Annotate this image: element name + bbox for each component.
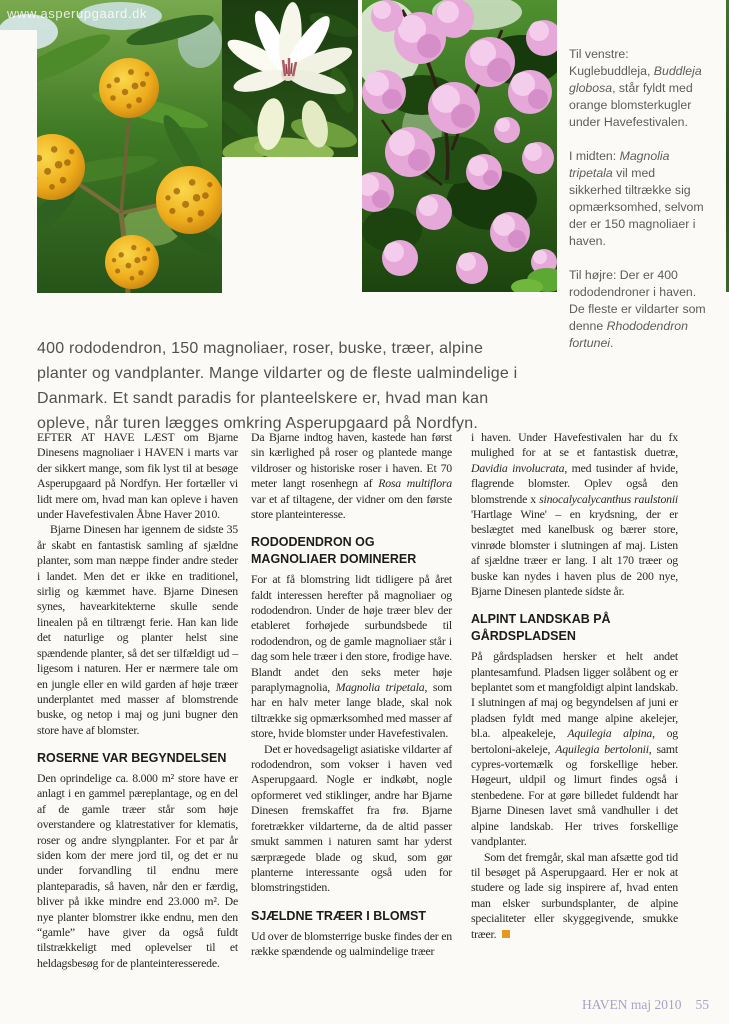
species-name: Rhododendron fortunei — [569, 319, 688, 350]
species-name: Magnolia tripetala — [569, 149, 670, 180]
species-name: sinocalycalycanthus raulstonii — [539, 491, 678, 506]
text-run: I midten: — [569, 149, 620, 163]
page-margin-notch — [0, 30, 37, 293]
text-run: Den oprindelige ca. 8.000 m² store have er anlagt i en gammel pæreplantage, og en del af de gamle træer står som høje overstandere og klatrestativer for klematis, roser og andre slyngplanter. For et par år siden kom der mere jord til, og det er nu under forvandling til endnu mere planteparadis, så haven, når den er færdig, bliver på ikke mindre end 23.000 m². De nye planter blomstrer ikke endnu, men den “gamle” have giver da også fuldt tilstrækkeligt med oplevelser til et heldagsbesøg for de planteinteresserede. — [37, 771, 238, 970]
body-paragraph — [471, 430, 678, 599]
text-run: 'Hartlage Wine' – en krydsning, der er beslægtet med kanelbusk og bærer store, vinrøde blomster i slutningen af maj. Listen af sjældne træer er lang. I alt 170 træer og buske kan nydes i haven plus de 200 nye, Bjarne Dinesen plantede sidste år. — [471, 507, 678, 599]
section-heading: RODODENDRON OG MAGNOLIAER DOMINERER — [251, 535, 417, 567]
text-run: For at få blomstring lidt tidligere på året faldt interessen herefter på magnoliaer og rododendron. Under de høje træer blev der etableret forhøjede surbundsbede til rododendron, og de gamle magnoliaer står i dag som hele træer i den store, frodige have. Blandt andet den seks meter høje paraplymagnolia, — [251, 572, 452, 695]
body-paragraph — [569, 267, 709, 352]
body-paragraph — [37, 430, 238, 522]
species-name: Magnolia tripetala — [335, 680, 425, 695]
text-run: Ud over de blomsterrige buske findes der en række spændende og ualmindelige træer — [251, 928, 452, 958]
article-column-3 — [471, 430, 678, 942]
body-paragraph — [37, 522, 238, 738]
body-paragraph — [471, 649, 678, 849]
body-paragraph — [569, 46, 709, 131]
text-run: . — [610, 336, 614, 350]
article-end-marker — [502, 930, 510, 938]
text-run: EFTER AT HAVE LÆST om Bjarne Dinesens magnoliaer i HAVEN i marts var der sikkert mange, som fik lyst til at besøge Asperupgaard på Nordfyn. Her fortæller vi lidt mere om, hvad man kan opleve i haven under Havefestivalen Åbne Haver 2010. — [37, 430, 238, 522]
section-heading: SJÆLDNE TRÆER I BLOMST — [251, 908, 427, 923]
section-heading: ROSERNE VAR BEGYNDELSEN — [37, 751, 227, 766]
species-name: Davidia involucrata — [471, 460, 565, 475]
text-run: , står fyldt med orange blomsterkugler under Havefestivalen. — [569, 81, 693, 129]
body-paragraph — [251, 430, 452, 522]
watermark-url: www.asperupgaard.dk — [7, 6, 148, 21]
text-run: var et af tiltagene, der vidner om den første store planteinteresse. — [251, 491, 452, 522]
magazine-title: HAVEN maj 2010 — [582, 997, 682, 1012]
species-name: Aquilegia alpina — [567, 726, 653, 741]
page-footer — [582, 997, 709, 1013]
text-run: Det er hovedsageligt asiatiske vildarter af rododendron, som vokser i haven ved Asperupgaard. Nogle er indkøbt, nogle opformeret ved stiklinger, andre har Bjarne Dinesen fremskaffet fra frø. Bjarne foretrækker vildarterne, da de altid passer smukt sammen i naturen samt har yderst særprægede blade og skud, som gør planterne interessante også uden for blomstringstiden. — [251, 741, 452, 895]
body-paragraph — [251, 742, 452, 896]
photo-magnolia — [222, 0, 358, 157]
page-number: 55 — [695, 997, 709, 1012]
photo-captions — [569, 46, 709, 369]
body-paragraph — [471, 850, 678, 942]
text-run: vil med sikkerhed tiltrække sig opmærksomhed, selvom der er 150 magnoliaer i haven. — [569, 166, 704, 248]
text-run: Som det fremgår, skal man afsætte god tid til besøget på Asperupgaard. Her er nok at studere og lade sig inspirere af, hvad enten man elsker surbundsplanter, de alpine specialiteter eller skyggegivende, smukke træer. — [471, 849, 678, 941]
text-run: Til højre: Der er 400 rododendroner i haven. De fleste er vildarter som denne — [569, 268, 706, 333]
intro-paragraph: 400 rododendron, 150 magnoliaer, roser, buske, træer, alpine planter og vandplanter. Mange vildarter og de fleste ualmindelige i Danmark. Et sandt paradis for planteelskere er, hvad man kan opleve, når turen lægges omkring Asperupgaard på Nordfyn. — [37, 340, 518, 432]
species-name: Rosa multiflora — [378, 476, 452, 491]
text-run: Bjarne Dinesen har igennem de sidste 35 år skabt en fantastisk samling af sjældne planter, som man næppe finder andre steder i landet. Men det er ikke en traditionel, sirlig og kæmmet have. Bjarne Dinesen synes, havearkitekterne skulle sende linealen på en tiltrængt ferie. Han kan lide det naturlige og planter helst sine spændende planter, så det ser tilfældigt ud – ligesom i naturen. Her er nærmere tale om en jungle eller en wild garden af høje træer underplantet med masser af blomstrende buske, og netop i maj og juni bugner den store have af blomster. — [37, 522, 238, 737]
text-run: , samt cypres-vortemælk og forskellige heber. Høgeurt, uldpil og limurt findes også i stenbedene. For at gøre billedet fuldendt har Bjarne Dinesen lavet små vandhuller i det alpine landskab. Her trives forskellige vandplanter. — [471, 741, 678, 849]
text-run: , med tusinder af hvide, flagrende blomster. Oplev også den blomstrende x — [471, 460, 679, 506]
body-paragraph — [569, 148, 709, 250]
section-heading: ALPINT LANDSKAB PÅ GÅRDSPLADSEN — [471, 612, 611, 644]
text-run: , som har en halv meter lange blade, skal nok tiltrække sig opmærksomhed med masser af store, hvide blomster under Havefestivalen. — [251, 680, 452, 741]
body-paragraph — [251, 572, 452, 741]
species-name: Buddleja globosa — [569, 64, 702, 95]
text-run: Da Bjarne indtog haven, kastede han først sin kærlighed på roser og plantede mange vildroser og historiske roser i haven. Et 70 meter langt rosenhegn af — [251, 430, 452, 491]
body-paragraph — [37, 771, 238, 971]
rhododendron-illustration — [362, 0, 557, 292]
body-paragraph — [251, 929, 452, 960]
text-run: På gårdspladsen hersker et helt andet plantesamfund. Pladsen ligger solåbent og er beplantet som et mangfoldigt alpint landskab. I slutningen af maj og begyndelsen af juni er pladsen fyldt med mange alpine akelejer, bl.a. alpeakeleje, — [471, 649, 678, 741]
photo-rhododendron — [362, 0, 557, 292]
species-name: Aquilegia bertolonii — [555, 741, 649, 756]
article-column-1 — [37, 430, 238, 971]
text-run: i haven. Under Havefestivalen har du fx mulighed for at se et fantastisk duetræ, — [471, 430, 678, 460]
text-run: , og bertoloni-akeleje, — [471, 726, 678, 756]
magnolia-illustration — [222, 0, 358, 157]
text-run: Til venstre: Kuglebuddleja, — [569, 47, 654, 78]
article-column-2 — [251, 430, 452, 959]
